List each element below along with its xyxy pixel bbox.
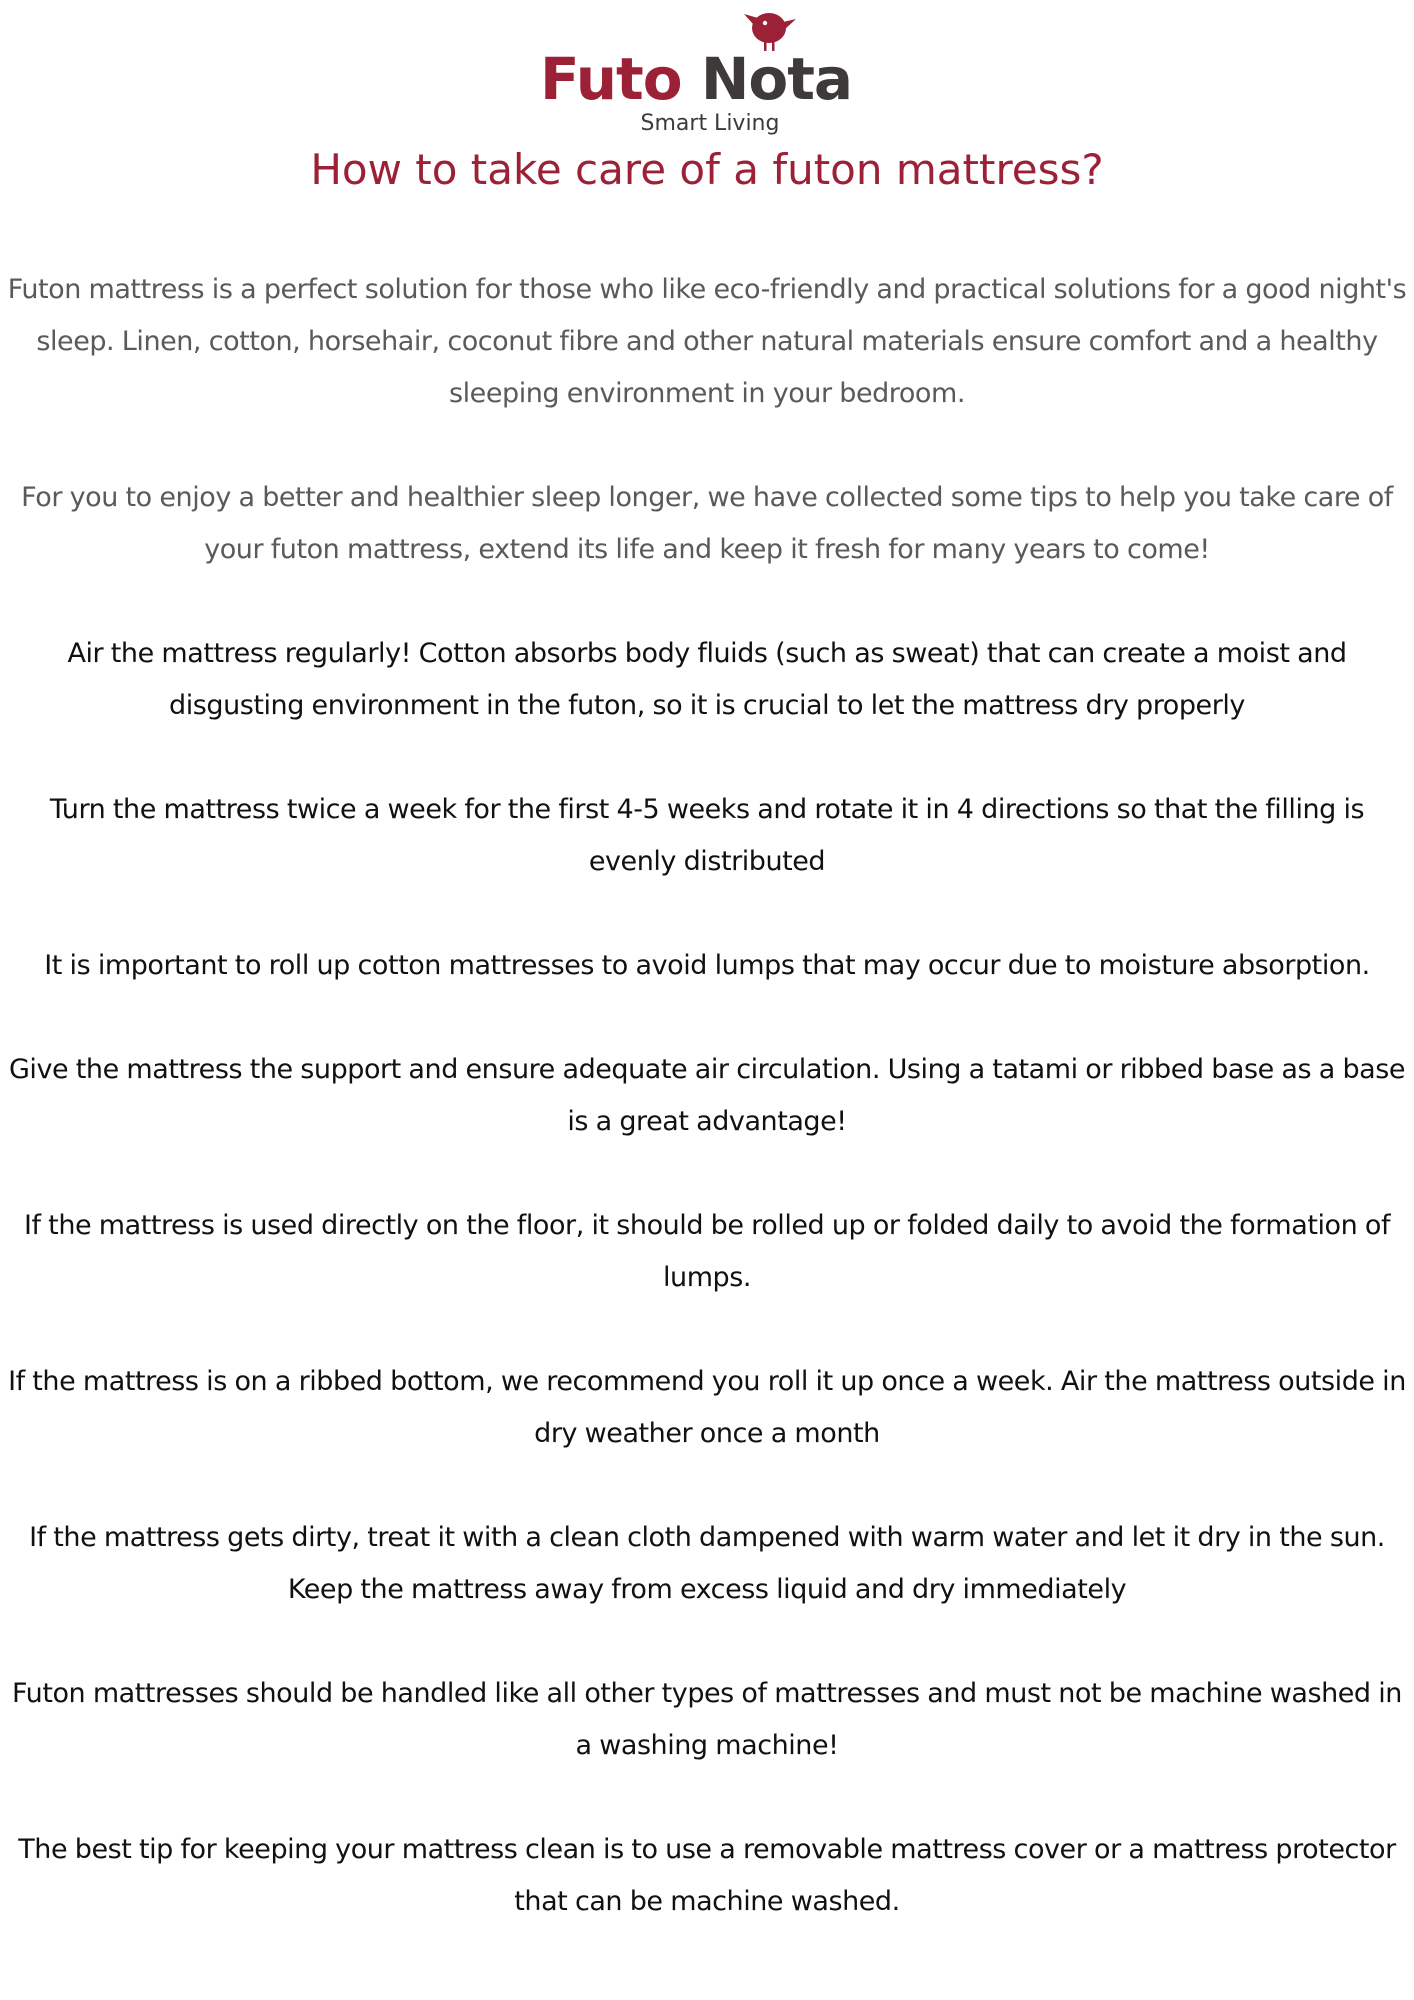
intro-paragraph: Futon mattress is a perfect solution for those who like eco-friendly and practical solutions for a good night's sleep. Linen, cotton, horsehair, coconut fibre and other natural materials ensure comfort and a healthy sleeping environment in your bedroom. xyxy=(7,274,1407,409)
futonota-logo xyxy=(540,0,880,140)
tip-paragraph: Give the mattress the support and ensure adequate air circulation. Using a tatami or ribbed base as a base is a great advantage! xyxy=(8,1054,1406,1137)
tip-paragraph: If the mattress is used directly on the floor, it should be rolled up or folded daily to avoid the formation of lumps. xyxy=(23,1210,1391,1293)
page-title: How to take care of a futon mattress? xyxy=(310,145,1104,194)
brand-logo xyxy=(0,0,1414,140)
svg-text:Futo Nota xyxy=(540,45,852,113)
logo-text-nota: Nota xyxy=(700,45,853,113)
tip-paragraph: Futon mattresses should be handled like all other types of mattresses and must not be machine washed in a washing machine! xyxy=(12,1678,1402,1761)
tip-paragraph: Turn the mattress twice a week for the first 4-5 weeks and rotate it in 4 directions so that the filling is evenly distributed xyxy=(49,794,1365,877)
article-body xyxy=(0,264,1414,1980)
tip-paragraph: The best tip for keeping your mattress clean is to use a removable mattress cover or a mattress protector that can be machine washed. xyxy=(18,1834,1396,1917)
brand-tagline: Smart Living xyxy=(640,111,780,136)
tip-paragraph: Air the mattress regularly! Cotton absorbs body fluids (such as sweat) that can create a moist and disgusting environment in the futon, so it is crucial to let the mattress dry properly xyxy=(67,638,1347,721)
intro-paragraph: For you to enjoy a better and healthier sleep longer, we have collected some tips to help you take care of your futon mattress, extend its life and keep it fresh for many years to come! xyxy=(21,482,1393,565)
tip-paragraph: If the mattress is on a ribbed bottom, we recommend you roll it up once a week. Air the mattress outside in dry weather once a month xyxy=(8,1366,1406,1449)
tip-paragraph: If the mattress gets dirty, treat it with a clean cloth dampened with warm water and let it dry in the sun. Keep the mattress away from excess liquid and dry immediately xyxy=(29,1522,1385,1605)
logo-text-futo: Futo xyxy=(540,45,682,113)
tip-paragraph: It is important to roll up cotton mattresses to avoid lumps that may occur due to moisture absorption. xyxy=(44,950,1370,981)
